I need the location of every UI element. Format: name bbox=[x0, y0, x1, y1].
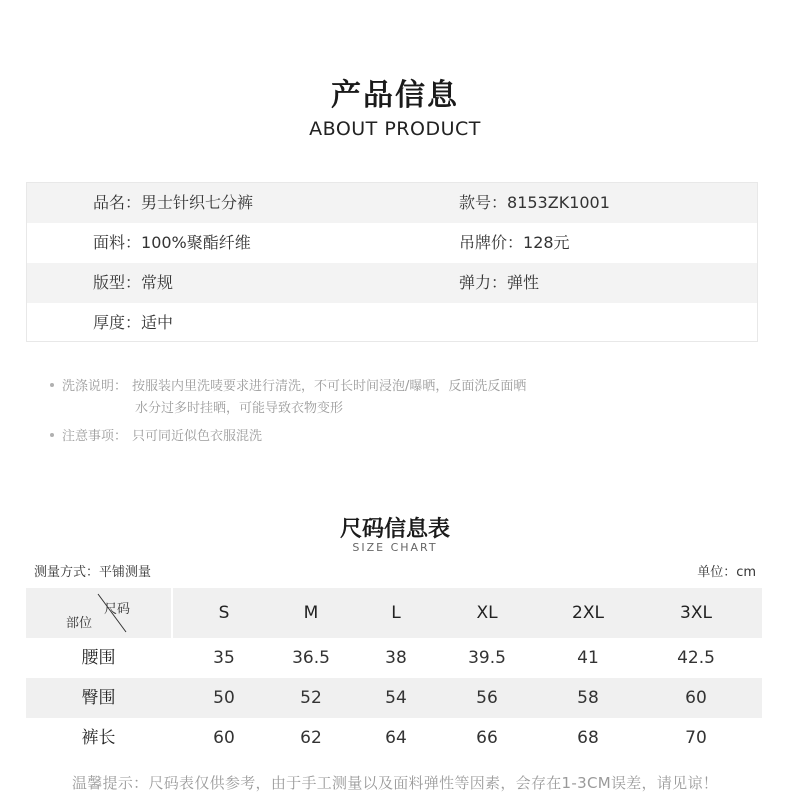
info-fabric: 面料：100%聚酯纤维 bbox=[93, 233, 251, 252]
size-chart-subtitle: SIZE CHART bbox=[352, 541, 438, 554]
wash-label: 洗涤说明： bbox=[62, 379, 128, 394]
size-header: 2XL bbox=[572, 603, 604, 623]
attention-label: 注意事项： bbox=[62, 429, 128, 444]
table-cell: 58 bbox=[577, 688, 599, 708]
row-label: 裤长 bbox=[81, 728, 116, 748]
wash-text: 按服装内里洗唛要求进行清洗，不可长时间浸泡/曝晒，反面洗反面晒 bbox=[132, 379, 527, 394]
size-chart-table bbox=[26, 588, 762, 758]
disclaimer-note: 温馨提示：尺码表仅供参考，由于手工测量以及面料弹性等因素，会存在1-3CM误差，请见谅！ bbox=[71, 774, 719, 792]
table-cell: 52 bbox=[300, 688, 322, 708]
table-cell: 50 bbox=[213, 688, 235, 708]
table-cell: 66 bbox=[476, 728, 498, 748]
bullet-icon bbox=[50, 433, 54, 437]
column-divider bbox=[171, 588, 173, 638]
info-elasticity: 弹力：弹性 bbox=[459, 273, 540, 292]
diagonal-divider bbox=[26, 588, 171, 638]
table-cell: 56 bbox=[476, 688, 498, 708]
attention-note bbox=[50, 425, 262, 444]
table-cell: 54 bbox=[385, 688, 407, 708]
info-name: 品名：男士针织七分裤 bbox=[93, 193, 254, 212]
table-row bbox=[26, 638, 762, 678]
wash-note-line2: 水分过多时挂晒，可能导致衣物变形 bbox=[135, 401, 344, 416]
info-style-no: 款号：8153ZK1001 bbox=[459, 193, 610, 212]
table-cell: 68 bbox=[577, 728, 599, 748]
page-title: 产品信息 bbox=[331, 78, 459, 113]
table-cell: 60 bbox=[213, 728, 235, 748]
table-row bbox=[26, 718, 762, 758]
table-cell: 41 bbox=[577, 648, 599, 668]
product-info-table bbox=[26, 182, 758, 342]
unit-label: 单位：cm bbox=[697, 565, 756, 580]
table-cell: 62 bbox=[300, 728, 322, 748]
measure-method: 测量方式：平铺测量 bbox=[34, 565, 152, 580]
row-label: 腰围 bbox=[81, 648, 116, 668]
table-cell: 39.5 bbox=[468, 648, 506, 668]
size-header: L bbox=[391, 603, 401, 623]
info-row bbox=[27, 183, 757, 223]
corner-cell bbox=[26, 588, 171, 638]
row-label: 臀围 bbox=[81, 688, 116, 708]
corner-size-label: 尺码 bbox=[104, 602, 131, 617]
bullet-icon bbox=[50, 383, 54, 387]
size-header-row bbox=[26, 588, 762, 638]
info-price: 吊牌价：128元 bbox=[459, 233, 570, 252]
attention-text: 只可同近似色衣服混洗 bbox=[132, 429, 263, 444]
table-cell: 38 bbox=[385, 648, 407, 668]
table-cell: 36.5 bbox=[292, 648, 330, 668]
corner-part-label: 部位 bbox=[66, 616, 93, 631]
table-cell: 35 bbox=[213, 648, 235, 668]
size-header: S bbox=[218, 603, 230, 623]
wash-note bbox=[50, 375, 526, 394]
info-fit: 版型：常规 bbox=[93, 273, 174, 292]
table-cell: 64 bbox=[385, 728, 407, 748]
info-row bbox=[27, 223, 757, 263]
table-cell: 42.5 bbox=[677, 648, 715, 668]
size-header: XL bbox=[476, 603, 498, 623]
table-row bbox=[26, 678, 762, 718]
size-chart-title: 尺码信息表 bbox=[339, 517, 450, 542]
size-header: 3XL bbox=[680, 603, 712, 623]
size-header: M bbox=[303, 603, 319, 623]
page-subtitle: ABOUT PRODUCT bbox=[309, 118, 481, 140]
info-thickness: 厚度：适中 bbox=[93, 313, 174, 332]
table-cell: 60 bbox=[685, 688, 707, 708]
info-row bbox=[27, 303, 757, 343]
info-row bbox=[27, 263, 757, 303]
table-cell: 70 bbox=[685, 728, 707, 748]
